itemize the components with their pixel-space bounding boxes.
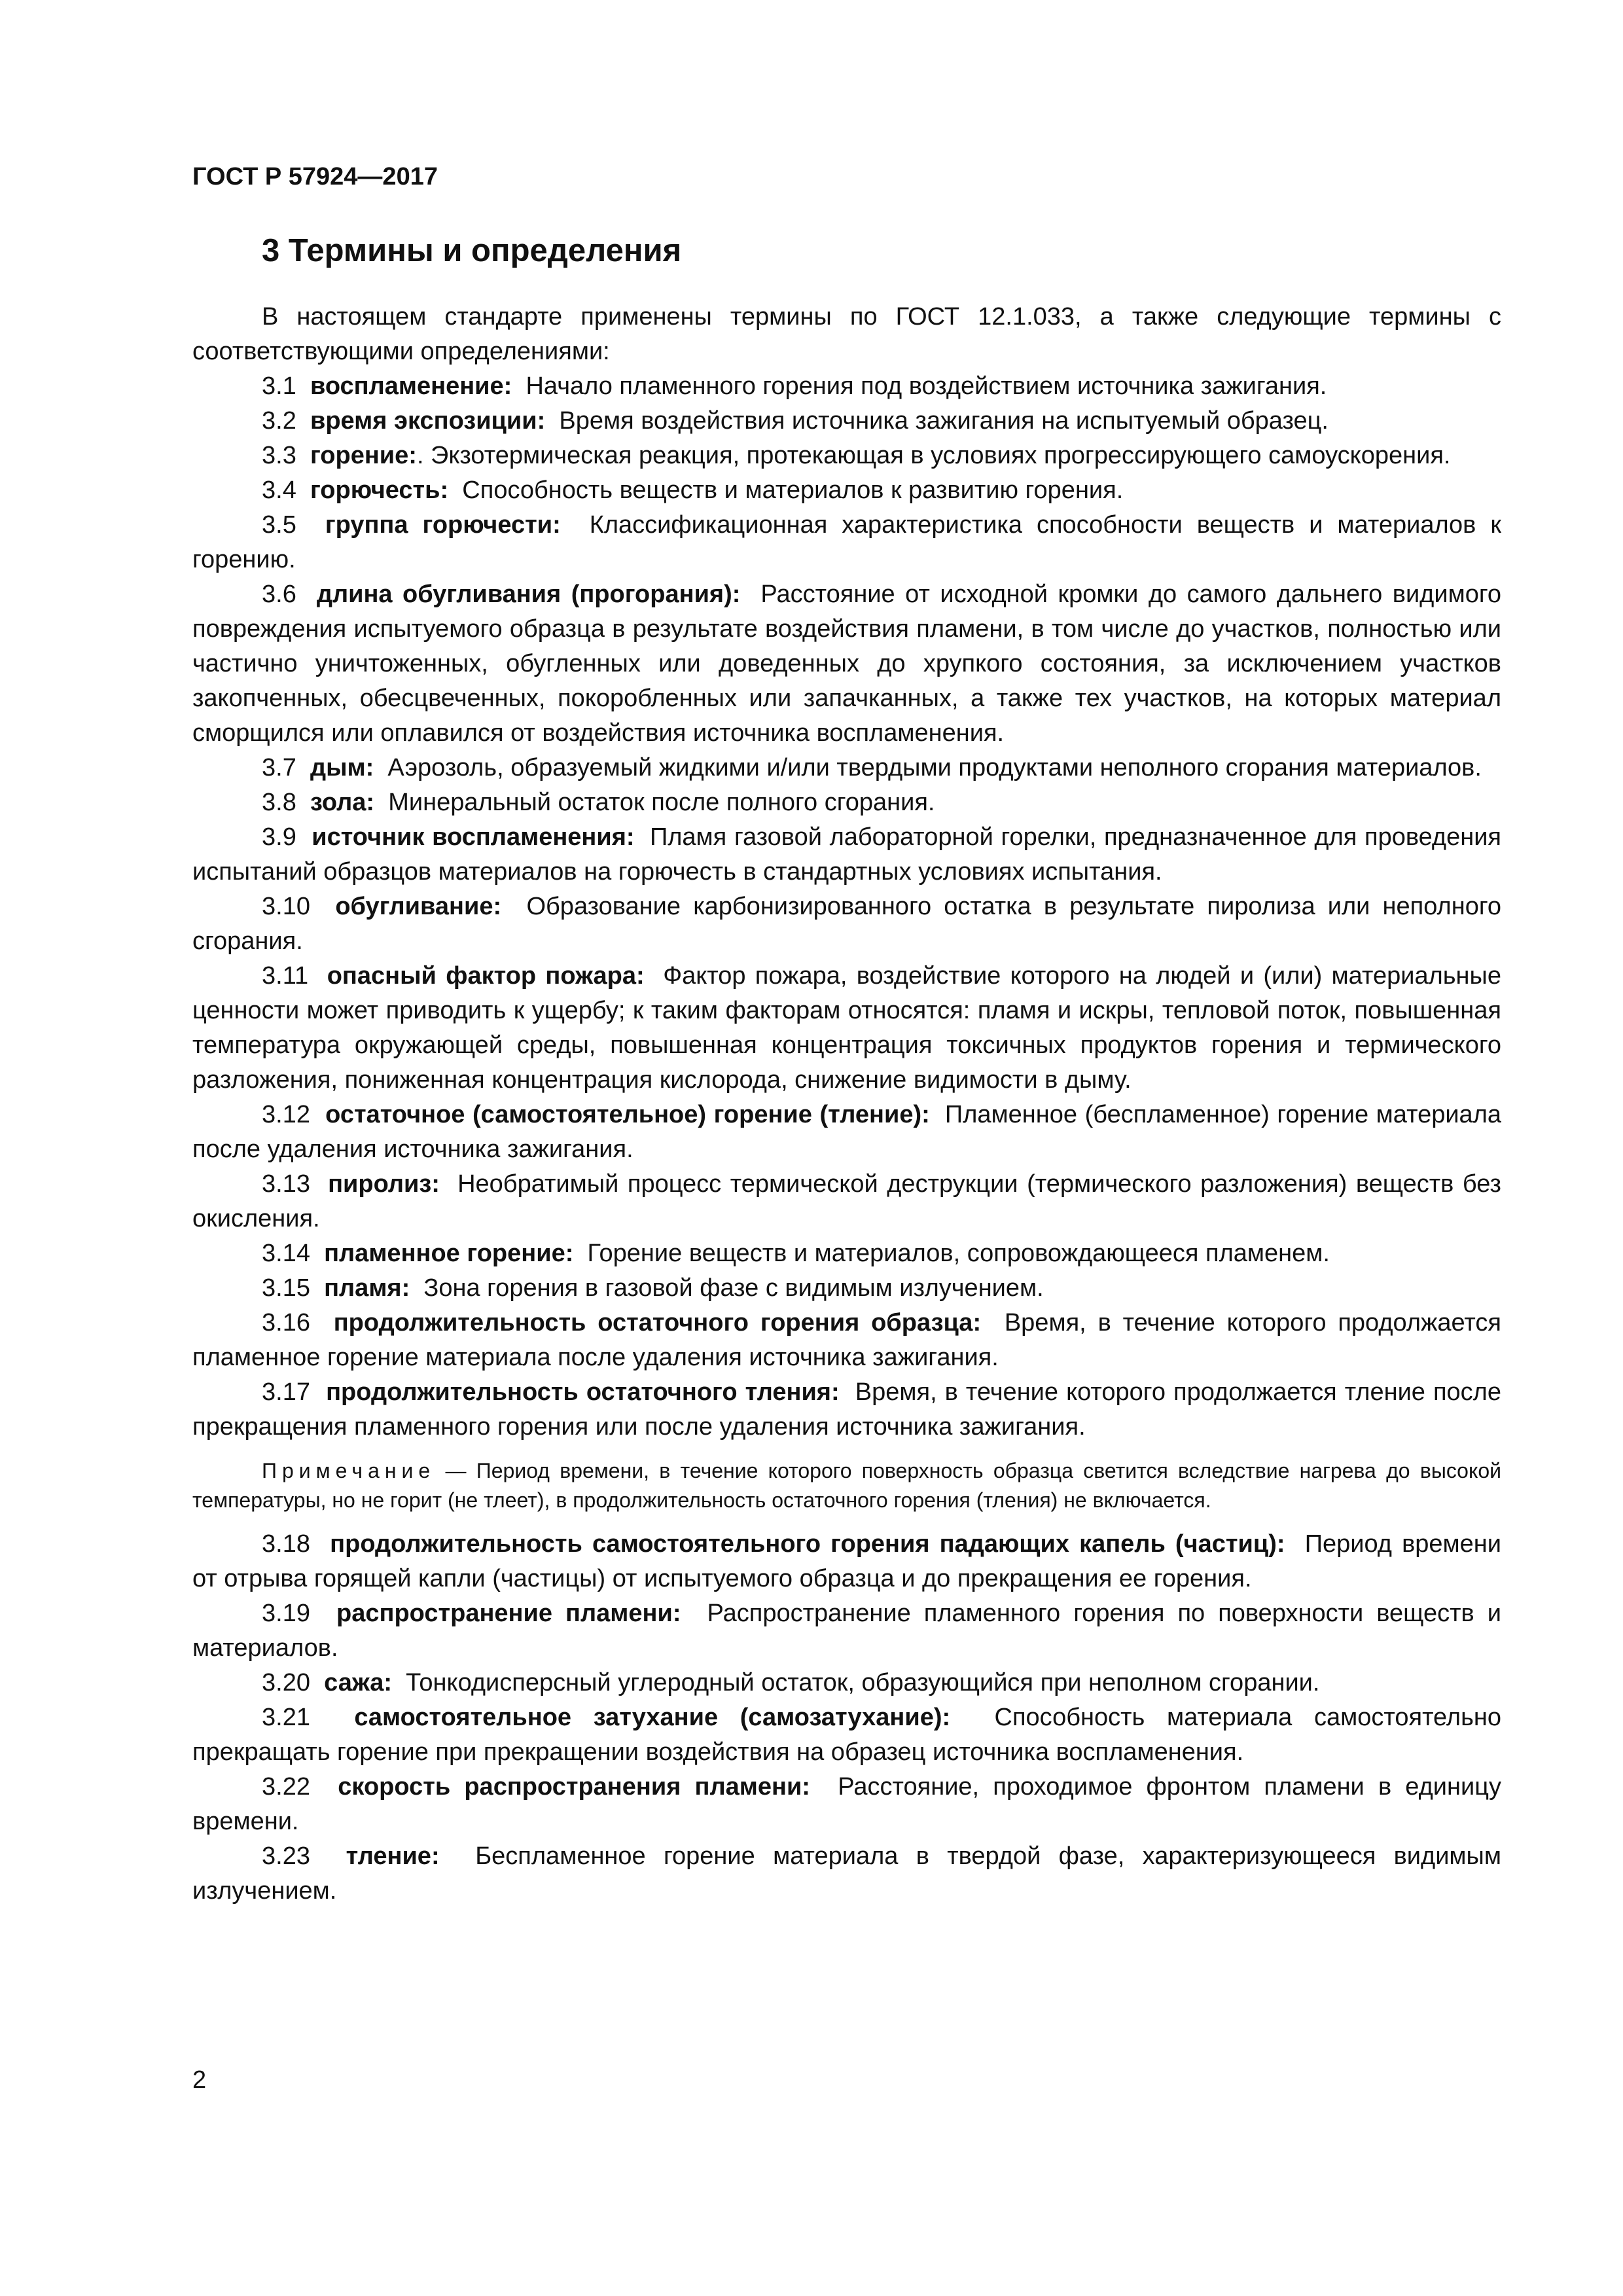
term-definition: Способность веществ и материалов к развитию горения. xyxy=(462,476,1124,504)
term-entry xyxy=(192,959,1501,1098)
term-name: воспламенение: xyxy=(310,372,512,400)
intro-paragraph: В настоящем стандарте применены термины по ГОСТ 12.1.033, а также следующие термины с соответствующими определениями: xyxy=(192,303,1501,365)
term-entry xyxy=(192,404,1501,439)
term-definition: Время, в течение которого продолжается пламенное горение материала после удаления источника зажигания. xyxy=(192,1309,1501,1371)
term-entry xyxy=(192,751,1501,785)
term-definition: Образование карбонизированного остатка в результате пиролиза или неполного сгорания. xyxy=(192,893,1501,955)
term-definition: Пламенное (беспламенное) горение материала после удаления источника зажигания. xyxy=(192,1101,1501,1163)
term-number: 3.6 xyxy=(262,581,296,608)
term-name: остаточное (самостоятельное) горение (тление): xyxy=(325,1101,930,1128)
term-number: 3.4 xyxy=(262,476,296,504)
note-text: — Период времени, в течение которого поверхность образца светится вследствие нагрева до высокой температуры, но не горит (не тлеет), в продолжительность остаточного горения (тления) не включается. xyxy=(192,1459,1501,1512)
term-entry xyxy=(192,1098,1501,1167)
term-entry xyxy=(192,1306,1501,1375)
term-entry xyxy=(192,473,1501,508)
term-name: продолжительность самостоятельного горения падающих капель (частиц): xyxy=(330,1530,1285,1558)
term-name: горючесть: xyxy=(310,476,449,504)
term-number: 3.16 xyxy=(262,1309,310,1336)
term-name: длина обугливания (прогорания): xyxy=(316,581,741,608)
term-number: 3.5 xyxy=(262,511,296,539)
document-header: ГОСТ Р 57924—2017 xyxy=(192,163,438,190)
term-name: дым: xyxy=(310,754,374,781)
page-number: 2 xyxy=(192,2066,207,2094)
terms-list-continued xyxy=(192,1527,1501,1909)
term-name: распространение пламени: xyxy=(336,1600,681,1627)
term-entry xyxy=(192,1236,1501,1271)
term-number: 3.18 xyxy=(262,1530,310,1558)
term-number: 3.12 xyxy=(262,1101,310,1128)
term-definition: Классификационная характеристика способности веществ и материалов к горению. xyxy=(192,511,1501,573)
term-number: 3.11 xyxy=(262,962,309,990)
note xyxy=(192,1456,1501,1515)
term-entry xyxy=(192,439,1501,473)
term-name: группа горючести: xyxy=(325,511,561,539)
term-number: 3.20 xyxy=(262,1669,310,1696)
term-entry xyxy=(192,820,1501,889)
term-definition: Расстояние, проходимое фронтом пламени в единицу времени. xyxy=(192,1773,1501,1835)
term-name: горение: xyxy=(310,442,417,469)
term-definition: Расстояние от исходной кромки до самого дальнего видимого повреждения испытуемого образца в результате воздействия пламени, в том числе до участков, полностью или частично уничтоженных, обугленных или доведенных до хрупкого состояния, за исключением участков закопченных, обесцвеченных, покоробленных или запачканных, а также тех участков, на которых материал сморщился или оплавился от воздействия источника воспламенения. xyxy=(192,581,1501,747)
term-entry xyxy=(192,785,1501,820)
term-name: пламенное горение: xyxy=(324,1240,574,1267)
term-entry xyxy=(192,1527,1501,1596)
term-name: источник воспламенения: xyxy=(312,823,635,851)
term-name: продолжительность остаточного тления: xyxy=(326,1378,840,1406)
term-definition: Фактор пожара, воздействие которого на людей и (или) материальные ценности может приводить к ущербу; к таким факторам относятся: пламя и искры, тепловой поток, повышенная температура окружающей среды, повышенная концентрация токсичных продуктов горения и термического разложения, пониженная концентрация кислорода, снижение видимости в дыму. xyxy=(192,962,1501,1094)
term-name: пиролиз: xyxy=(328,1170,440,1198)
term-number: 3.22 xyxy=(262,1773,310,1801)
term-number: 3.21 xyxy=(262,1704,310,1731)
term-definition: Беспламенное горение материала в твердой фазе, характеризующееся видимым излучением. xyxy=(192,1842,1501,1905)
term-definition: Горение веществ и материалов, сопровождающееся пламенем. xyxy=(587,1240,1330,1267)
term-entry xyxy=(192,508,1501,577)
term-number: 3.2 xyxy=(262,407,296,435)
term-number: 3.19 xyxy=(262,1600,310,1627)
term-entry xyxy=(192,889,1501,959)
term-number: 3.7 xyxy=(262,754,296,781)
term-definition: Аэрозоль, образуемый жидкими и/или твердыми продуктами неполного сгорания материалов. xyxy=(387,754,1482,781)
term-number: 3.8 xyxy=(262,789,296,816)
term-name: самостоятельное затухание (самозатухание): xyxy=(354,1704,951,1731)
term-number: 3.3 xyxy=(262,442,296,469)
term-definition: Способность материала самостоятельно прекращать горение при прекращении воздействия на образец источника воспламенения. xyxy=(192,1704,1502,1766)
term-entry xyxy=(192,1770,1501,1839)
term-number: 3.14 xyxy=(262,1240,310,1267)
term-entry xyxy=(192,1271,1501,1306)
term-definition: Пламя газовой лабораторной горелки, предназначенное для проведения испытаний образцов материалов на горючесть в стандартных условиях испытания. xyxy=(192,823,1501,886)
term-entry xyxy=(192,369,1501,404)
term-definition: Тонкодисперсный углеродный остаток, образующийся при неполном сгорании. xyxy=(406,1669,1320,1696)
term-entry xyxy=(192,1375,1501,1444)
term-entry xyxy=(192,1666,1501,1700)
term-definition: Зона горения в газовой фазе с видимым излучением. xyxy=(423,1274,1044,1302)
term-definition: Начало пламенного горения под воздействием источника зажигания. xyxy=(526,372,1327,400)
term-definition: Период времени от отрыва горящей капли (частицы) от испытуемого образца и до прекращения ее горения. xyxy=(192,1530,1501,1592)
term-entry xyxy=(192,1839,1501,1909)
term-name: сажа: xyxy=(324,1669,393,1696)
term-name: опасный фактор пожара: xyxy=(327,962,645,990)
term-entry xyxy=(192,1700,1501,1770)
term-entry xyxy=(192,1596,1501,1666)
note-label: Примечание xyxy=(262,1459,436,1482)
term-entry xyxy=(192,577,1501,751)
term-definition: Время воздействия источника зажигания на испытуемый образец. xyxy=(559,407,1329,435)
terms-body xyxy=(192,300,1501,1909)
term-name: скорость распространения пламени: xyxy=(338,1773,810,1801)
section-title: 3 Термины и определения xyxy=(262,233,682,268)
term-number: 3.15 xyxy=(262,1274,310,1302)
term-number: 3.1 xyxy=(262,372,296,400)
term-name: продолжительность остаточного горения образца: xyxy=(333,1309,982,1336)
term-number: 3.10 xyxy=(262,893,310,920)
term-name: зола: xyxy=(310,789,375,816)
term-definition: Распространение пламенного горения по поверхности веществ и материалов. xyxy=(192,1600,1501,1662)
term-number: 3.13 xyxy=(262,1170,310,1198)
term-name: тление: xyxy=(346,1842,440,1870)
term-definition: Минеральный остаток после полного сгорания. xyxy=(388,789,935,816)
term-number: 3.9 xyxy=(262,823,296,851)
terms-list xyxy=(192,369,1501,1444)
term-name: пламя: xyxy=(324,1274,410,1302)
term-definition: Необратимый процесс термической деструкции (термического разложения) веществ без окисления. xyxy=(192,1170,1501,1232)
term-number: 3.17 xyxy=(262,1378,310,1406)
term-definition: Время, в течение которого продолжается тление после прекращения пламенного горения или после удаления источника зажигания. xyxy=(192,1378,1501,1441)
term-number: 3.23 xyxy=(262,1842,310,1870)
term-name: время экспозиции: xyxy=(310,407,546,435)
term-name: обугливание: xyxy=(335,893,502,920)
term-entry xyxy=(192,1167,1501,1236)
term-definition: . Экзотермическая реакция, протекающая в условиях прогрессирующего самоускорения. xyxy=(416,442,1451,469)
